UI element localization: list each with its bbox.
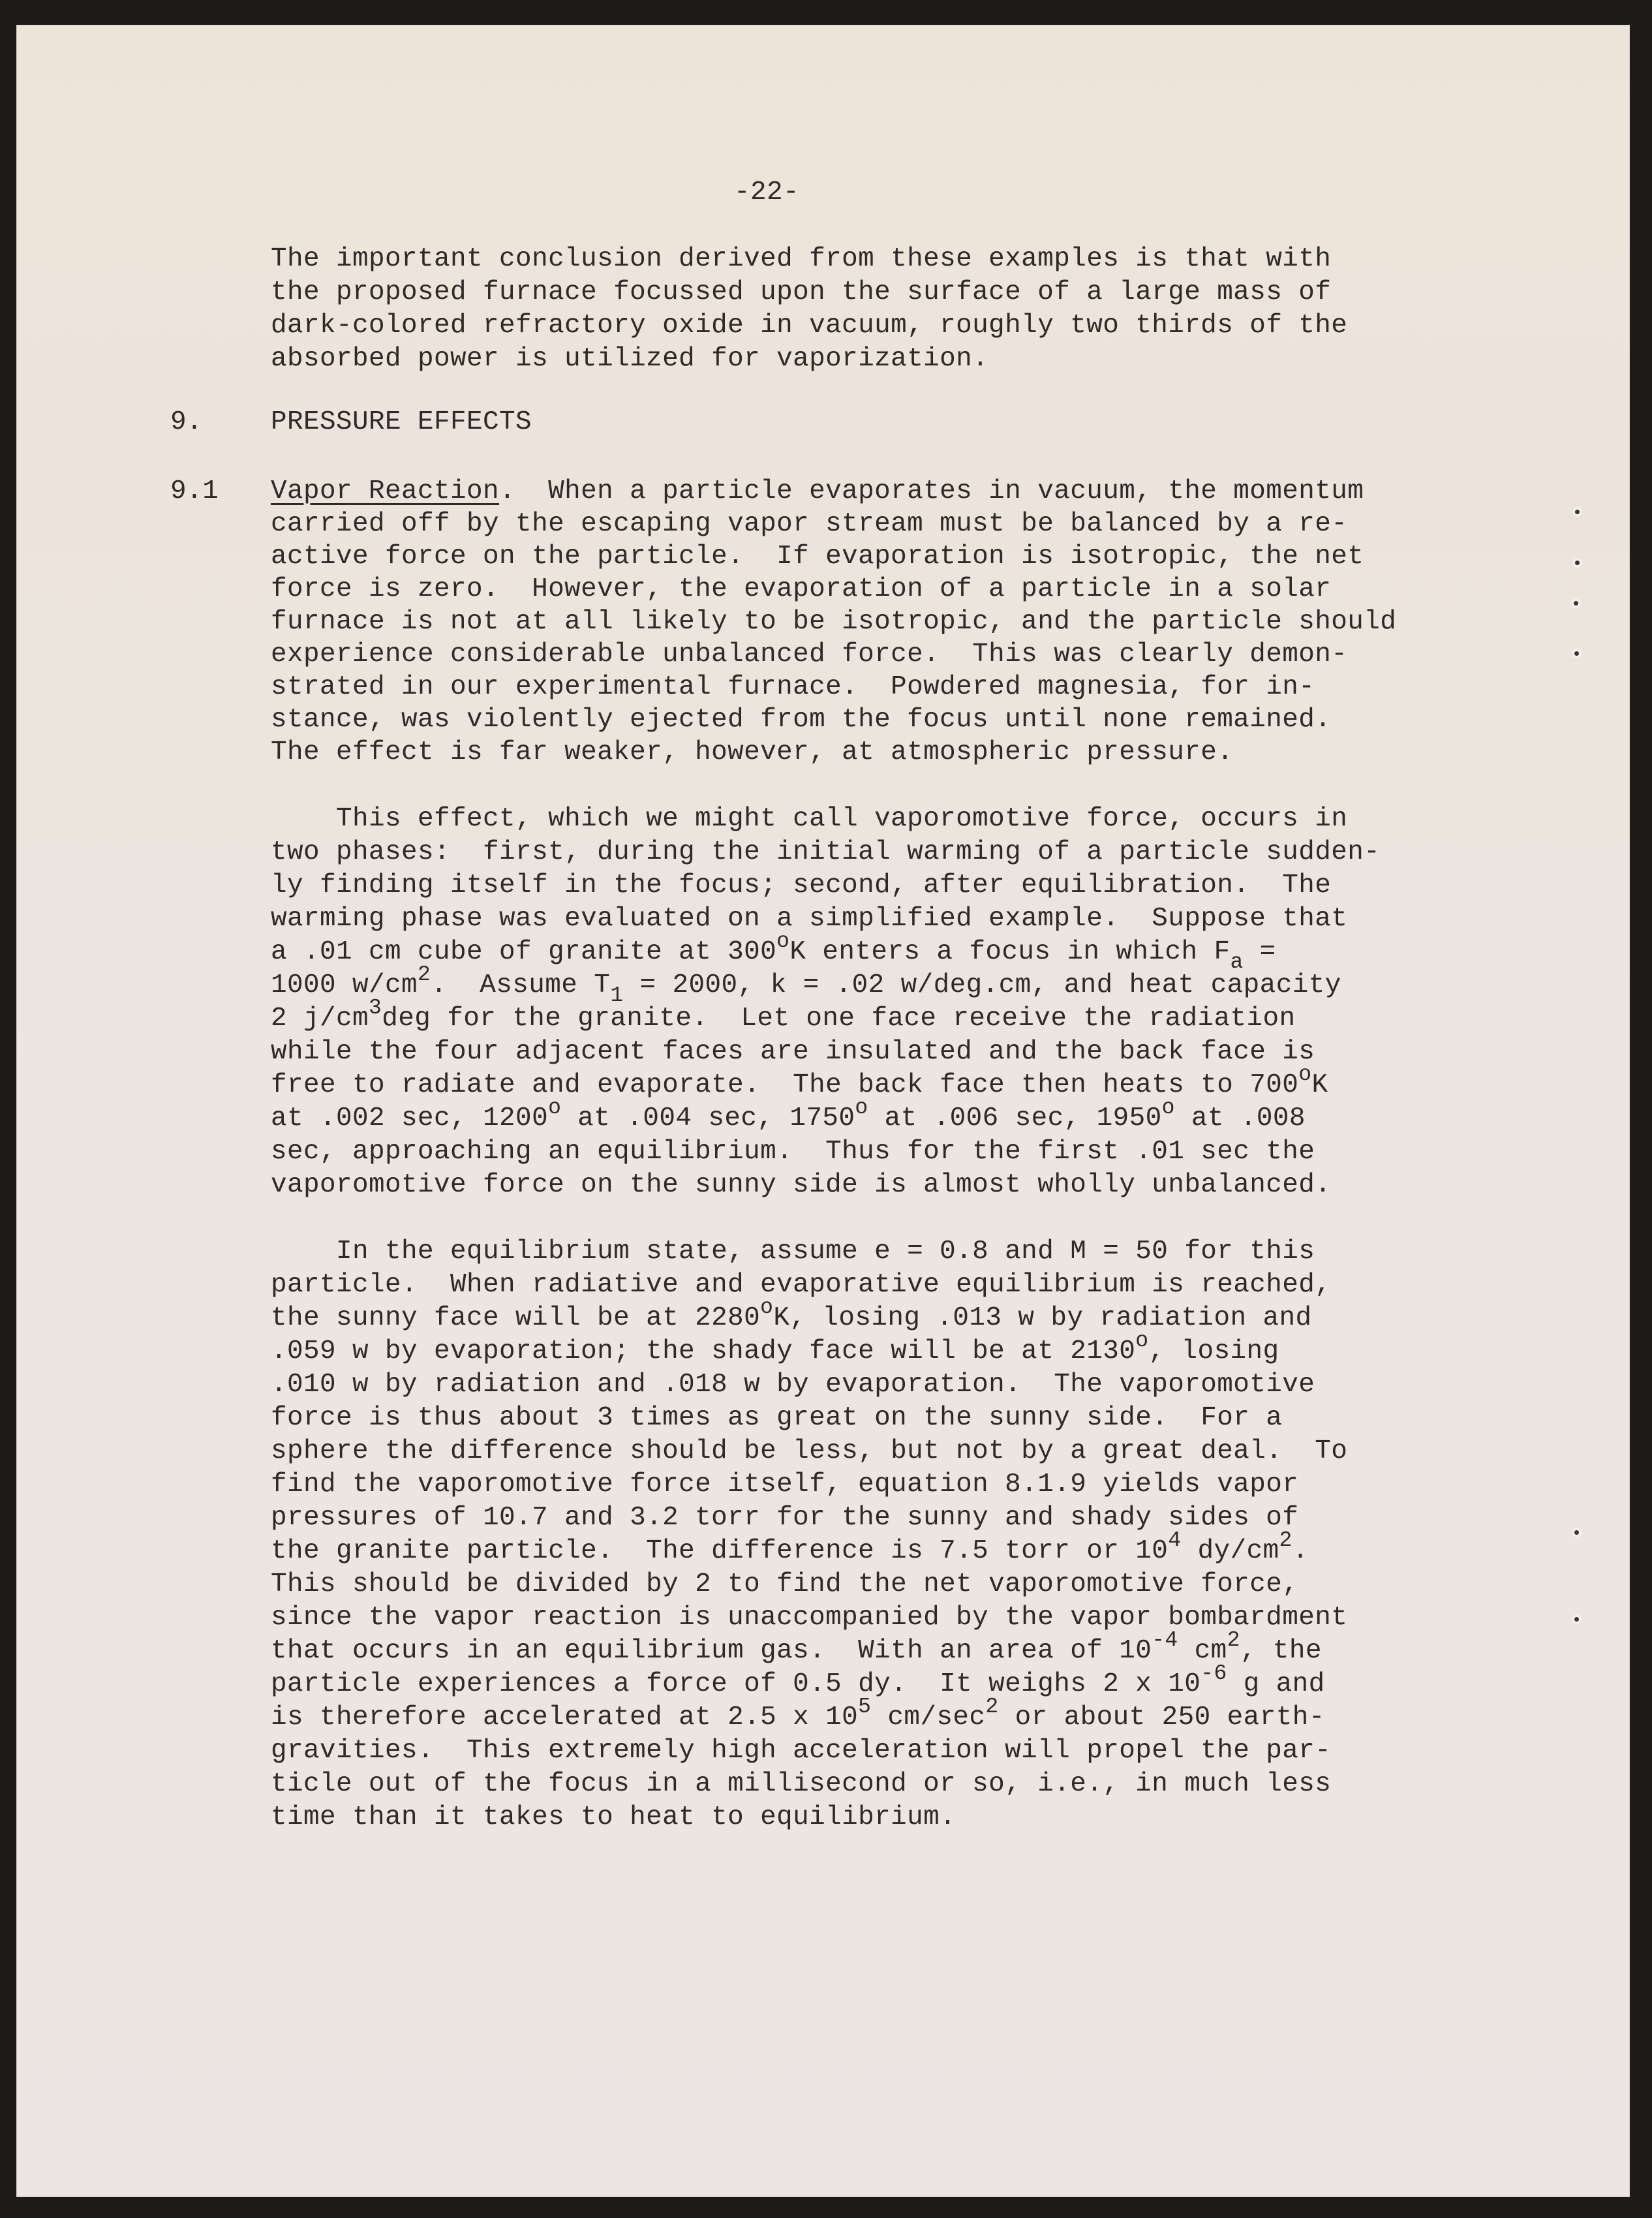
paragraph-line: free to radiate and evaporate. The back face then heats to 700$^o$K [271,1062,1328,1100]
subsection-title: Vapor Reaction [271,476,500,506]
subsection-first-line: Vapor Reaction. When a particle evaporates in vacuum, the momentum [271,476,1364,506]
paragraph-line: time than it takes to heat to equilibrium. [271,1802,956,1832]
paragraph-line: ticle out of the focus in a millisecond or so, i.e., in much less [271,1769,1332,1799]
paper-speck [1574,651,1579,656]
paragraph-line: gravities. This extremely high acceleration will propel the par- [271,1736,1332,1766]
intro-line: The important conclusion derived from these examples is that with [271,244,1332,274]
paragraph-line: is therefore accelerated at 2.5 x $10^5$ $cm/\sec^2$ or about 250 earth- [271,1695,1325,1733]
paragraph-line: .059 w by evaporation; the shady face will be at 2130$^o$, losing [271,1329,1279,1366]
paragraph-line: particle experiences a force of 0.5 dy. It weighs 2 x $10^{-6}$ g and [271,1661,1325,1699]
paragraph-line: ly finding itself in the focus; second, after equilibration. The [271,870,1332,901]
paragraph-line: a .01 cm cube of granite at 300$^o$K enters a focus in which $F_a$ = [271,929,1276,974]
paragraph-line: active force on the particle. If evaporation is isotropic, the net [271,542,1364,572]
intro-line: dark-colored refractory oxide in vacuum, roughly two thirds of the [271,311,1348,341]
subsection-number: 9.1 [170,476,219,506]
paragraph-line: This should be divided by 2 to find the net vaporomotive force, [271,1569,1299,1599]
intro-line: absorbed power is utilized for vaporization. [271,344,989,374]
paragraph-line: since the vapor reaction is unaccompanied by the vapor bombardment [271,1603,1348,1633]
intro-line: the proposed furnace focussed upon the surface of a large mass of [271,277,1332,307]
paper-speck [1574,1530,1579,1535]
paragraph-line: 2 $j/cm^3deg$ for the granite. Let one face receive the radiation [271,996,1296,1034]
paper-speck [1575,561,1580,565]
section-number: 9. [170,407,203,437]
paragraph-line: while the four adjacent faces are insulated and the back face is [271,1037,1315,1067]
paragraph-line: find the vaporomotive force itself, equation 8.1.9 yields vapor [271,1470,1299,1500]
paragraph-line: sphere the difference should be less, but not by a great deal. To [271,1436,1348,1466]
paragraph-line: at .002 sec, 1200$^o$ at .004 sec, 1750$^o$ at .006 sec, 1950$^o$ at .008 [271,1096,1306,1133]
paragraph-line: furnace is not at all likely to be isotropic, and the particle should [271,607,1397,637]
document-page [16,25,1630,2197]
page-number: -22- [734,177,800,208]
paragraph-line: experience considerable unbalanced force. This was clearly demon- [271,639,1348,670]
paragraph-line: .010 w by radiation and .018 w by evaporation. The vaporomotive [271,1370,1315,1400]
paragraph-line: two phases: first, during the initial warming of a particle sudden- [271,837,1381,867]
paragraph-line: sec, approaching an equilibrium. Thus for the first .01 sec the [271,1137,1315,1167]
paragraph-line: pressures of 10.7 and 3.2 torr for the sunny and shady sides of [271,1503,1299,1533]
paper-speck [1574,1617,1579,1622]
paragraph-line: The effect is far weaker, however, at atmospheric pressure. [271,737,1234,767]
paragraph-line: warming phase was evaluated on a simplified example. Suppose that [271,904,1348,934]
paragraph-line: force is zero. However, the evaporation of a particle in a solar [271,574,1332,604]
paper-speck [1574,601,1578,606]
paragraph-line: force is thus about 3 times as great on the sunny side. For a [271,1403,1283,1433]
paragraph-line: In the equilibrium state, assume e = 0.8 and M = 50 for this [271,1237,1315,1267]
paragraph-line: 1000 $w/cm^2$. Assume $T_1 = 2000$, k = .02 w/deg.cm, and heat capacity [271,963,1341,1008]
paragraph-line: the sunny face will be at 2280$^o$K, losing .013 w by radiation and [271,1295,1312,1333]
paragraph-line: particle. When radiative and evaporative equilibrium is reached, [271,1270,1332,1300]
paragraph-line: strated in our experimental furnace. Powdered magnesia, for in- [271,672,1315,702]
paper-speck [1575,510,1580,514]
paragraph-line: carried off by the escaping vapor stream must be balanced by a re- [271,509,1348,539]
paragraph-line: This effect, which we might call vaporomotive force, occurs in [271,804,1348,834]
paragraph-line: the granite particle. The difference is 7.5 torr or $10^4$ $dy/cm^2$. [271,1528,1309,1566]
paragraph-line: vaporomotive force on the sunny side is almost wholly unbalanced. [271,1170,1332,1200]
section-title: PRESSURE EFFECTS [271,407,532,437]
paragraph-line: stance, was violently ejected from the focus until none remained. [271,705,1332,735]
paragraph-line: that occurs in an equilibrium gas. With an area of $10^{-4}$ $cm^2$, the [271,1628,1322,1666]
